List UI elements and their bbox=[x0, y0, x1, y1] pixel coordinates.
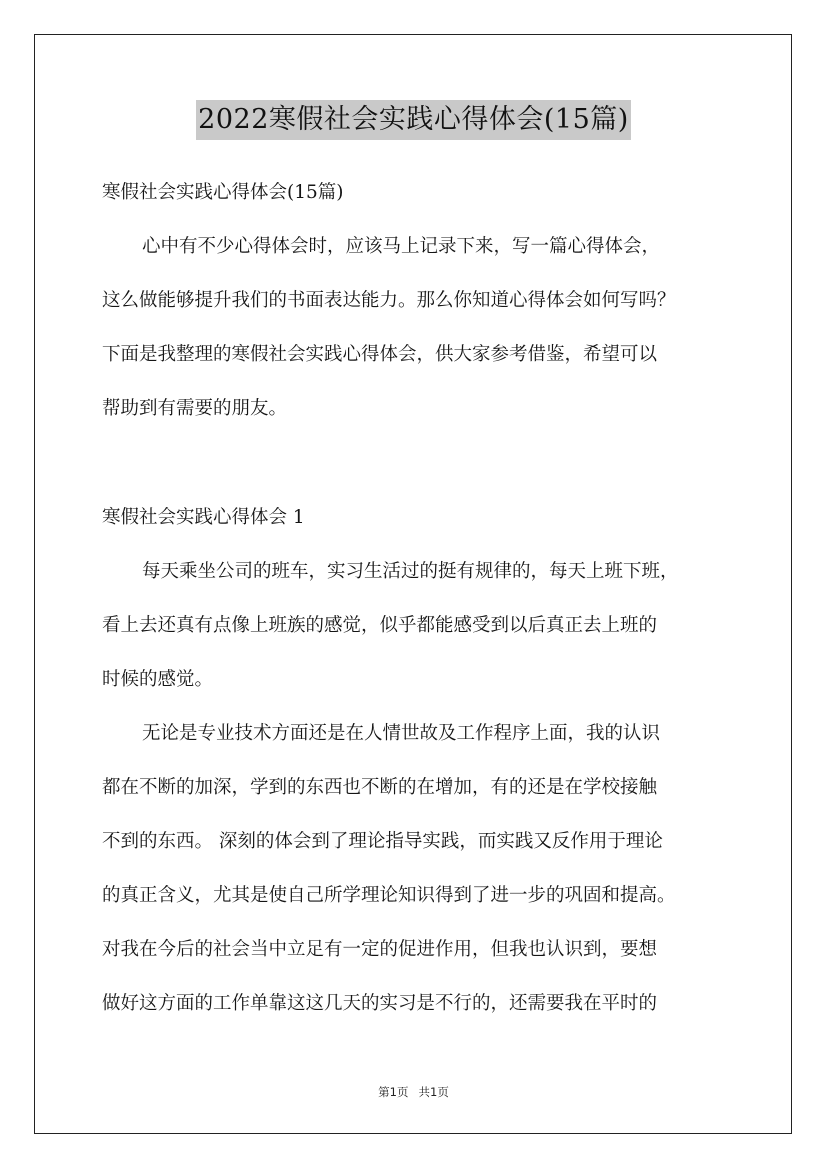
paragraph2-line: 不到的东西。 深刻的体会到了理论指导实践，而实践又反作用于理论 bbox=[102, 831, 663, 852]
paragraph2-line: 的真正含义，尤其是使自己所学理论知识得到了进一步的巩固和提高。 bbox=[102, 885, 676, 906]
document-subtitle: 寒假社会实践心得体会(15篇) bbox=[102, 182, 344, 203]
paragraph2-line: 无论是专业技术方面还是在人情世故及工作程序上面，我的认识 bbox=[142, 723, 661, 744]
paragraph1-line: 时候的感觉。 bbox=[102, 669, 214, 690]
intro-line: 帮助到有需要的朋友。 bbox=[102, 398, 288, 419]
intro-line: 下面是我整理的寒假社会实践心得体会，供大家参考借鉴，希望可以 bbox=[102, 344, 658, 365]
paragraph1-line: 看上去还真有点像上班族的感觉，似乎都能感受到以后真正去上班的 bbox=[102, 615, 658, 636]
intro-line: 这么做能够提升我们的书面表达能力。那么你知道心得体会如何写吗？ bbox=[102, 290, 676, 311]
paragraph2-line: 都在不断的加深，学到的东西也不断的在增加，有的还是在学校接触 bbox=[102, 777, 658, 798]
page-total: 共1页 bbox=[418, 1085, 449, 1099]
paragraph2-line: 对我在今后的社会当中立足有一定的促进作用，但我也认识到，要想 bbox=[102, 939, 658, 960]
document-title: 2022寒假社会实践心得体会(15篇) bbox=[196, 100, 631, 140]
paragraph2-line: 做好这方面的工作单靠这这几天的实习是不行的，还需要我在平时的 bbox=[102, 993, 658, 1014]
paragraph1-line: 每天乘坐公司的班车，实习生活过的挺有规律的，每天上班下班， bbox=[142, 561, 679, 582]
page-number: 第1页 bbox=[378, 1085, 409, 1099]
page-footer bbox=[0, 1084, 827, 1100]
title-container bbox=[0, 100, 827, 140]
section-heading: 寒假社会实践心得体会 1 bbox=[102, 507, 305, 528]
intro-line: 心中有不少心得体会时，应该马上记录下来，写一篇心得体会， bbox=[142, 236, 661, 257]
